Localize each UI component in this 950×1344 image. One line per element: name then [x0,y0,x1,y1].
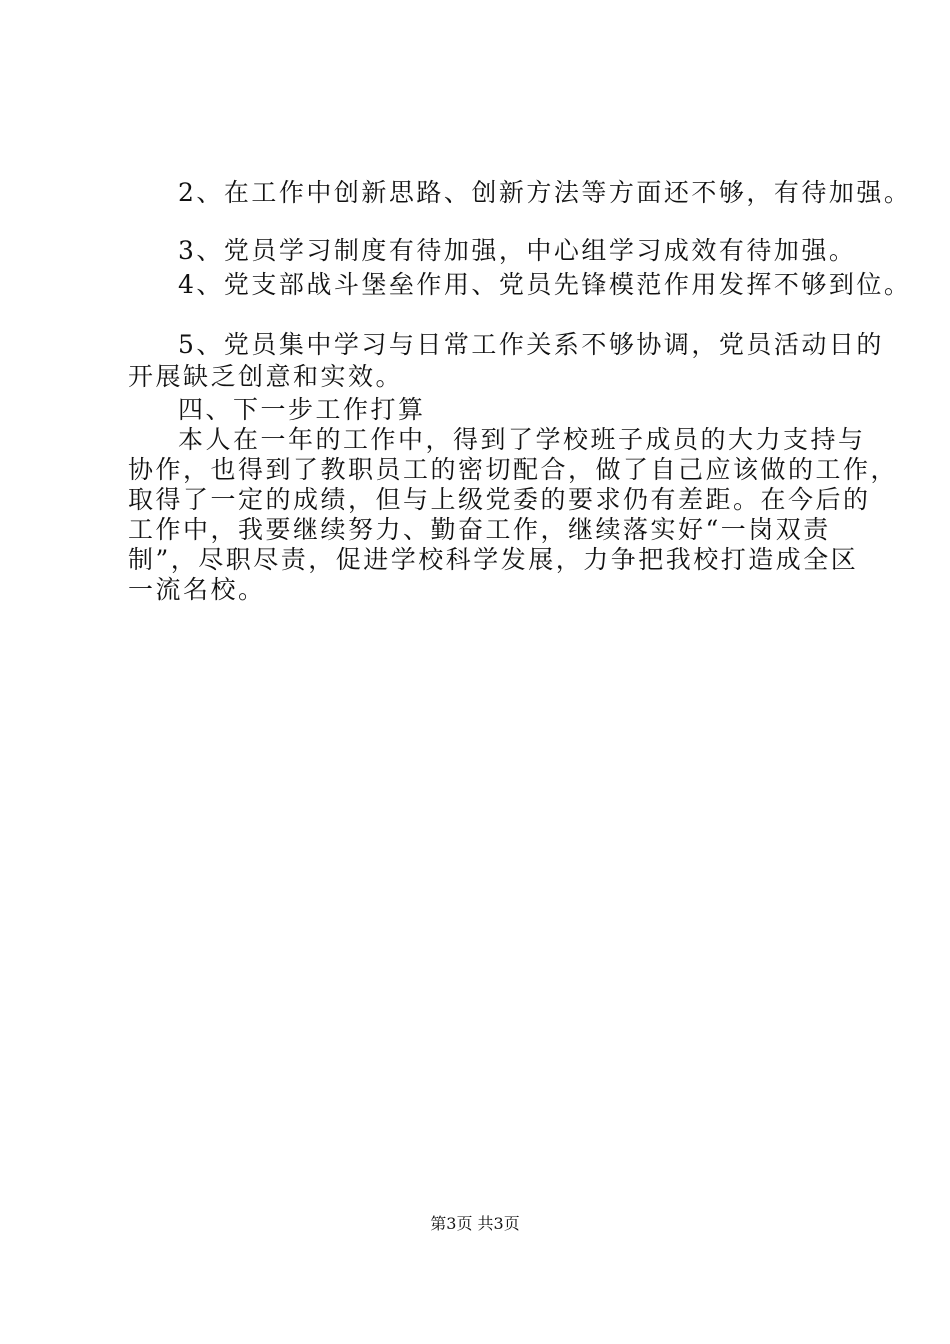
paragraph-item-5-line-2: 开展缺乏创意和实效。 [128,362,404,391]
body-paragraph-line-4: 工作中，我要继续努力、勤奋工作，继续落实好“一岗双责 [128,515,831,544]
body-paragraph-line-1: 本人在一年的工作中，得到了学校班子成员的大力支持与 [178,425,866,454]
section-heading: 四、下一步工作打算 [178,395,426,424]
paragraph-item-3: 3、党员学习制度有待加强，中心组学习成效有待加强。 [178,236,857,265]
body-paragraph-line-5: 制”，尽职尽责，促进学校科学发展，力争把我校打造成全区 [128,545,859,574]
paragraph-item-4: 4、党支部战斗堡垒作用、党员先锋模范作用发挥不够到位。 [178,270,912,299]
paragraph-item-5-line-1: 5、党员集中学习与日常工作关系不够协调，党员活动日的 [178,330,884,359]
body-paragraph-line-6: 一流名校。 [128,575,266,604]
paragraph-item-2: 2、在工作中创新思路、创新方法等方面还不够，有待加强。 [178,178,912,207]
page-number-footer: 第3页 共3页 [430,1214,520,1233]
body-paragraph-line-3: 取得了一定的成绩，但与上级党委的要求仍有差距。在今后的 [128,485,871,514]
body-paragraph-line-2: 协作，也得到了教职员工的密切配合，做了自己应该做的工作， [128,455,899,484]
